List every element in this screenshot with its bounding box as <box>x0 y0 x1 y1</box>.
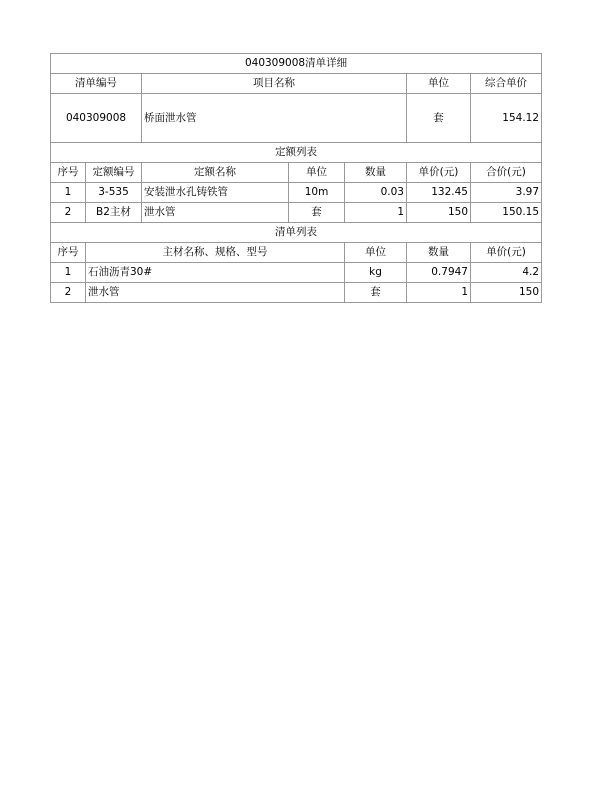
material-unit: kg <box>345 263 407 283</box>
quota-name-header: 定额名称 <box>142 163 289 183</box>
bill-code-header: 清单编号 <box>51 74 142 94</box>
quota-code: B2主材 <box>86 203 142 223</box>
quota-seq: 1 <box>51 183 86 203</box>
quota-name: 泄水管 <box>142 203 289 223</box>
quota-qty: 0.03 <box>345 183 407 203</box>
title-row <box>51 54 542 74</box>
material-unit: 套 <box>345 283 407 303</box>
bill-row <box>51 94 542 143</box>
quota-section-title: 定额列表 <box>51 143 542 163</box>
quota-total-header: 合价(元) <box>471 163 542 183</box>
bill-unit: 套 <box>407 94 471 143</box>
material-price-header: 单价(元) <box>471 243 542 263</box>
material-row <box>51 263 542 283</box>
material-section-row <box>51 223 542 243</box>
quota-code-header: 定额编号 <box>86 163 142 183</box>
bill-name: 桥面泄水管 <box>142 94 407 143</box>
material-row <box>51 283 542 303</box>
material-price: 150 <box>471 283 542 303</box>
material-name-header: 主材名称、规格、型号 <box>86 243 345 263</box>
bill-price-header: 综合单价 <box>471 74 542 94</box>
material-qty: 0.7947 <box>407 263 471 283</box>
quota-row <box>51 183 542 203</box>
quota-total: 150.15 <box>471 203 542 223</box>
quota-code: 3-535 <box>86 183 142 203</box>
bill-unit-header: 单位 <box>407 74 471 94</box>
quota-section-row <box>51 143 542 163</box>
quota-qty-header: 数量 <box>345 163 407 183</box>
bill-code: 040309008 <box>51 94 142 143</box>
material-price: 4.2 <box>471 263 542 283</box>
bill-header-row <box>51 74 542 94</box>
material-seq: 1 <box>51 263 86 283</box>
material-name: 石油沥青30# <box>86 263 345 283</box>
bill-price: 154.12 <box>471 94 542 143</box>
quota-unit: 套 <box>289 203 345 223</box>
material-seq-header: 序号 <box>51 243 86 263</box>
table-title: 040309008清单详细 <box>51 54 542 74</box>
quota-name: 安装泄水孔铸铁管 <box>142 183 289 203</box>
bill-detail-table <box>50 53 542 303</box>
bill-name-header: 项目名称 <box>142 74 407 94</box>
material-name: 泄水管 <box>86 283 345 303</box>
material-qty: 1 <box>407 283 471 303</box>
quota-qty: 1 <box>345 203 407 223</box>
quota-seq-header: 序号 <box>51 163 86 183</box>
material-qty-header: 数量 <box>407 243 471 263</box>
material-unit-header: 单位 <box>345 243 407 263</box>
quota-price-header: 单价(元) <box>407 163 471 183</box>
material-header-row <box>51 243 542 263</box>
quota-header-row <box>51 163 542 183</box>
quota-total: 3.97 <box>471 183 542 203</box>
quota-price: 132.45 <box>407 183 471 203</box>
material-section-title: 清单列表 <box>51 223 542 243</box>
quota-row <box>51 203 542 223</box>
quota-price: 150 <box>407 203 471 223</box>
quota-seq: 2 <box>51 203 86 223</box>
material-seq: 2 <box>51 283 86 303</box>
quota-unit: 10m <box>289 183 345 203</box>
quota-unit-header: 单位 <box>289 163 345 183</box>
